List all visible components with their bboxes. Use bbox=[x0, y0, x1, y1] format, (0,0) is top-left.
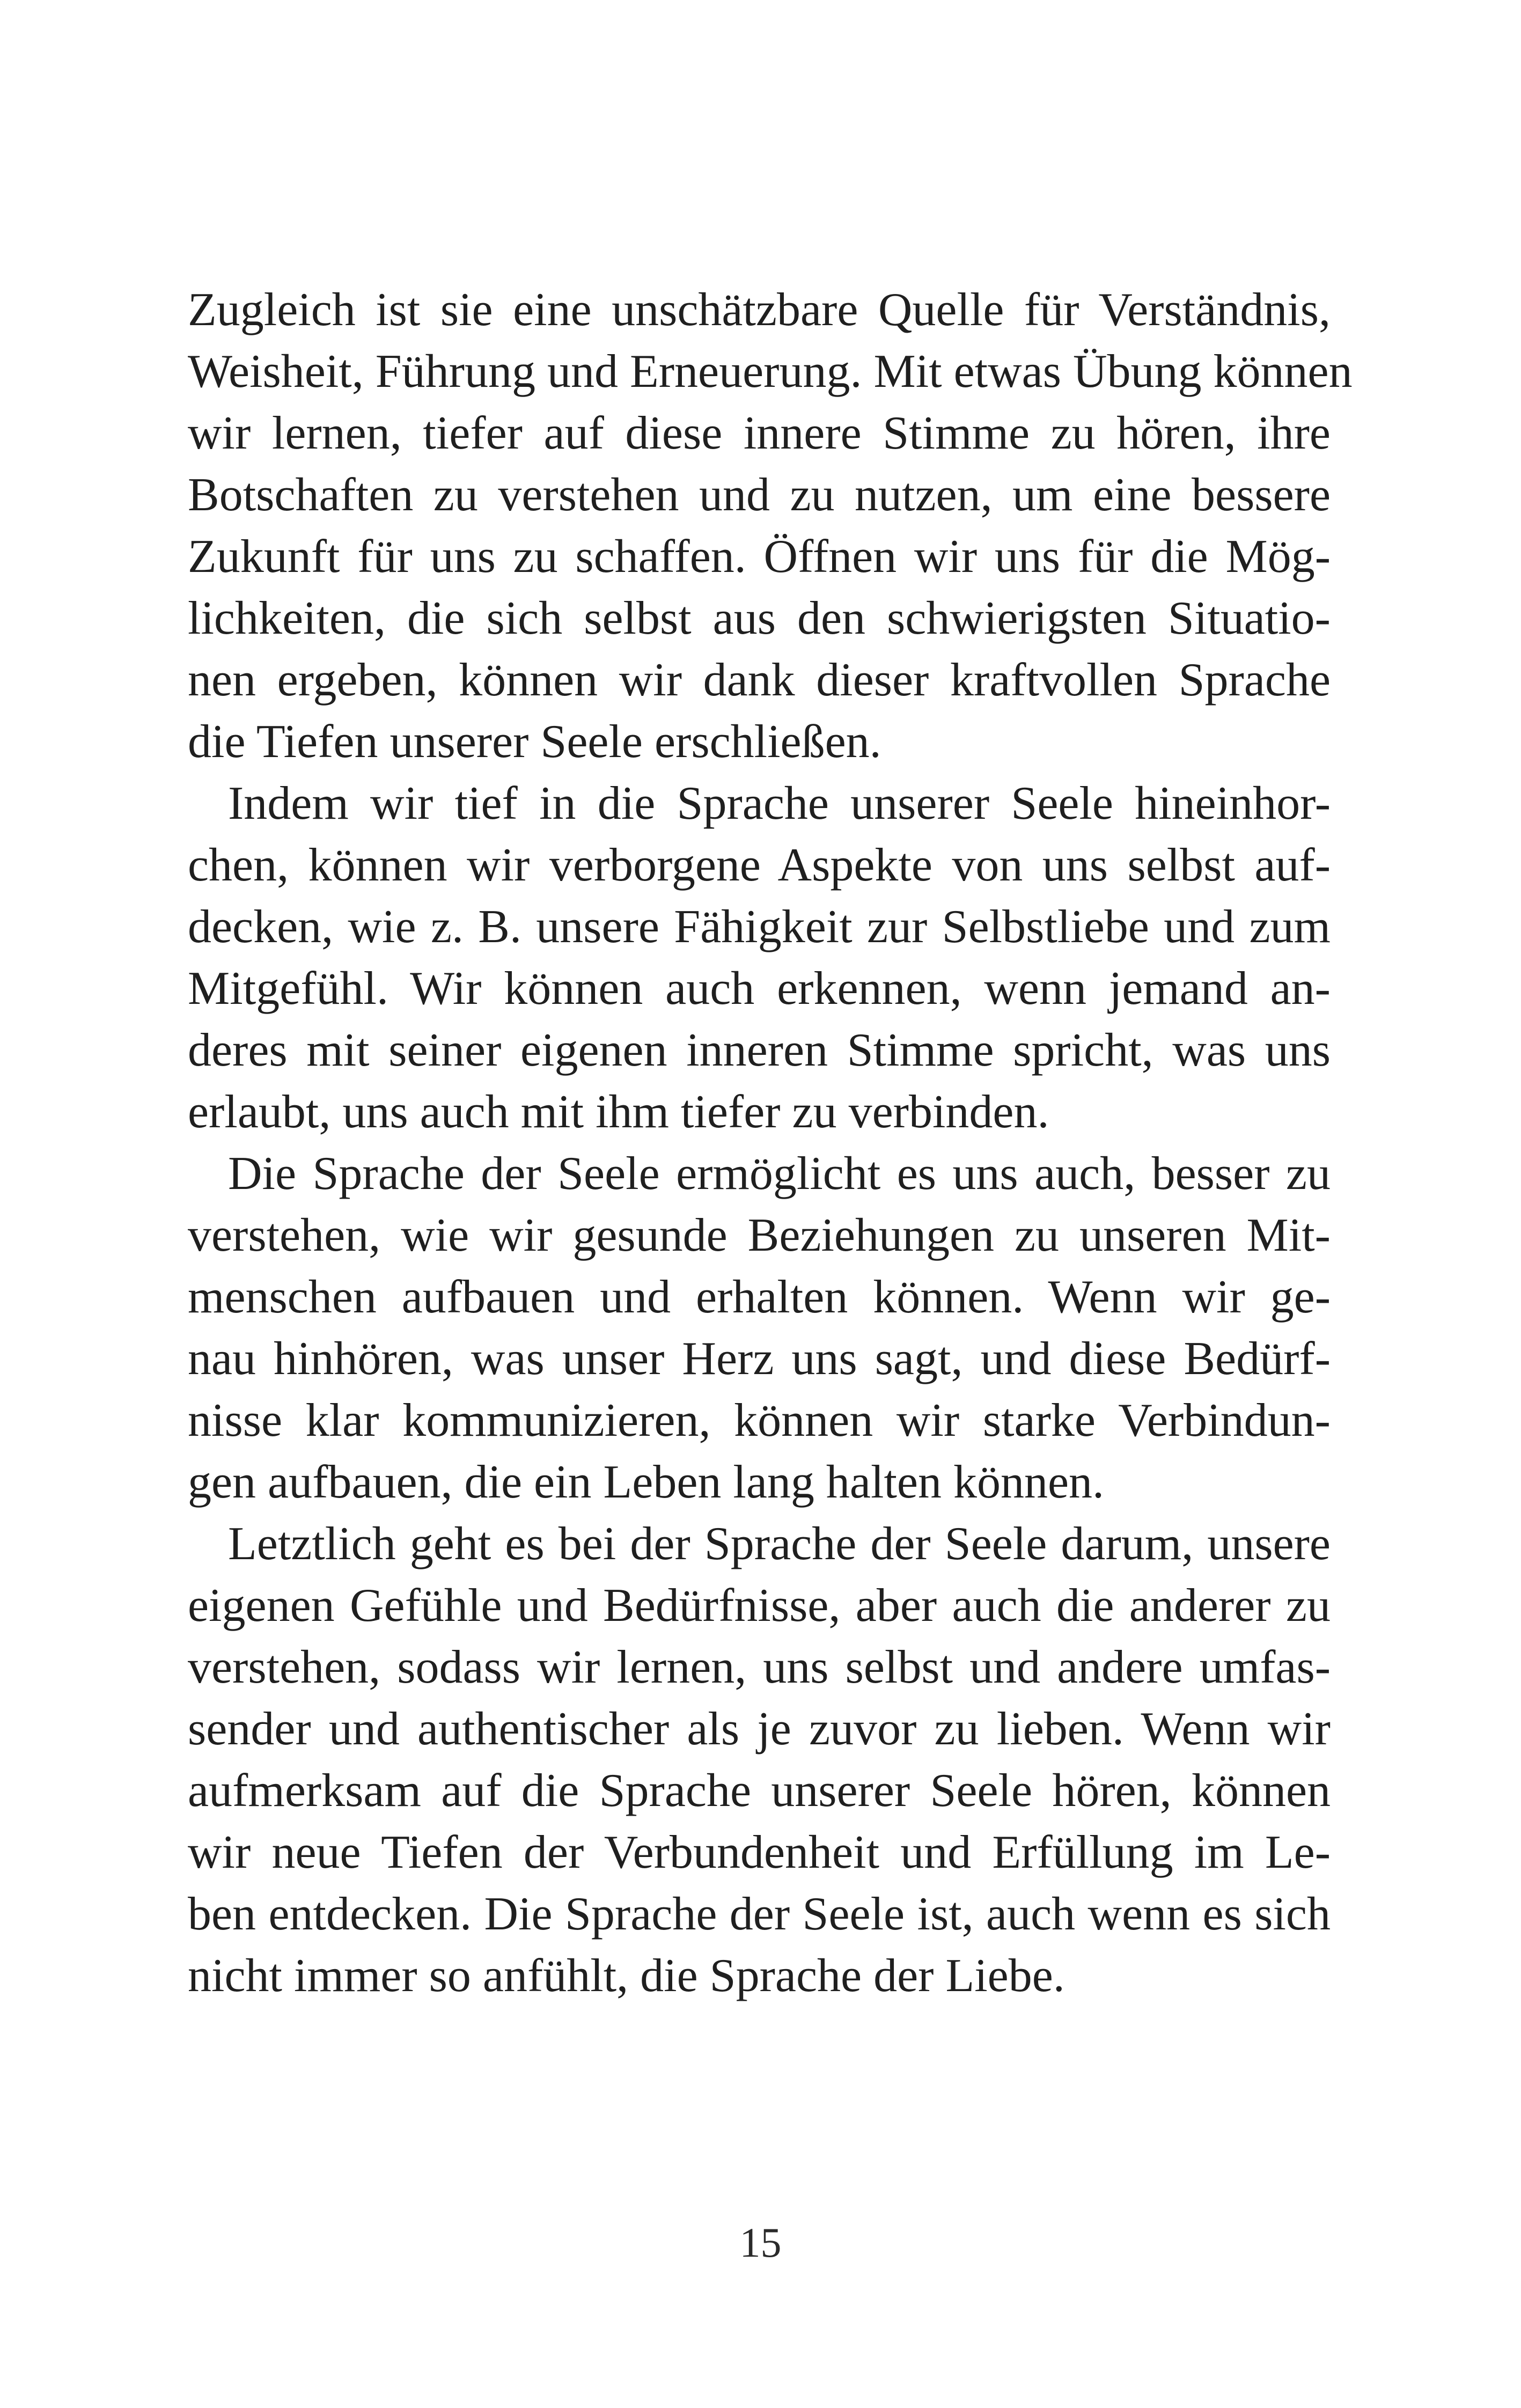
page-number: 15 bbox=[739, 2219, 782, 2266]
text-line: Zugleich ist sie eine unschätzbare Quelle für Verständnis, bbox=[188, 284, 1331, 336]
text-line: Botschaften zu verstehen und zu nutzen, um eine bessere bbox=[188, 469, 1331, 521]
text-line: Letztlich geht es bei der Sprache der Seele darum, unsere bbox=[228, 1518, 1331, 1570]
text-line: die Tiefen unserer Seele erschließen. bbox=[188, 716, 881, 768]
body-text bbox=[188, 279, 1353, 2007]
text-line: Zukunft für uns zu schaffen. Öffnen wir uns für die Mög- bbox=[188, 531, 1331, 583]
text-line: lichkeiten, die sich selbst aus den schwierigsten Situatio- bbox=[188, 592, 1331, 644]
text-line: eigenen Gefühle und Bedürfnisse, aber auch die anderer zu bbox=[188, 1580, 1331, 1632]
text-line: decken, wie z. B. unsere Fähigkeit zur Selbstliebe und zum bbox=[188, 901, 1331, 953]
text-line: nau hinhören, was unser Herz uns sagt, und diese Bedürf- bbox=[188, 1333, 1331, 1385]
text-line: chen, können wir verborgene Aspekte von uns selbst auf- bbox=[188, 839, 1331, 891]
text-line: Mitgefühl. Wir können auch erkennen, wenn jemand an- bbox=[188, 963, 1331, 1015]
text-line: nisse klar kommunizieren, können wir starke Verbindun- bbox=[188, 1394, 1331, 1447]
text-line: menschen aufbauen und erhalten können. Wenn wir ge- bbox=[188, 1271, 1331, 1323]
text-line: wir lernen, tiefer auf diese innere Stimme zu hören, ihre bbox=[188, 407, 1331, 459]
text-line: aufmerksam auf die Sprache unserer Seele hören, können bbox=[188, 1765, 1331, 1817]
text-line: wir neue Tiefen der Verbundenheit und Erfüllung im Le- bbox=[188, 1826, 1331, 1878]
text-line: ben entdecken. Die Sprache der Seele ist, auch wenn es sich bbox=[188, 1888, 1331, 1940]
text-line: Indem wir tief in die Sprache unserer Seele hineinhor- bbox=[228, 777, 1331, 829]
text-line: erlaubt, uns auch mit ihm tiefer zu verbinden. bbox=[188, 1086, 1049, 1138]
text-line: gen aufbauen, die ein Leben lang halten können. bbox=[188, 1456, 1105, 1508]
text-line: Die Sprache der Seele ermöglicht es uns auch, besser zu bbox=[228, 1148, 1331, 1200]
text-line: nicht immer so anfühlt, die Sprache der Liebe. bbox=[188, 1950, 1065, 2002]
text-line: deres mit seiner eigenen inneren Stimme spricht, was uns bbox=[188, 1024, 1331, 1076]
text-line: nen ergeben, können wir dank dieser kraftvollen Sprache bbox=[188, 654, 1331, 706]
text-line: verstehen, wie wir gesunde Beziehungen zu unseren Mit- bbox=[188, 1209, 1331, 1261]
text-line: Weisheit, Führung und Erneuerung. Mit etwas Übung können bbox=[188, 346, 1353, 398]
text-line: sender und authentischer als je zuvor zu lieben. Wenn wir bbox=[188, 1703, 1331, 1755]
text-line: verstehen, sodass wir lernen, uns selbst und andere umfas- bbox=[188, 1641, 1331, 1693]
